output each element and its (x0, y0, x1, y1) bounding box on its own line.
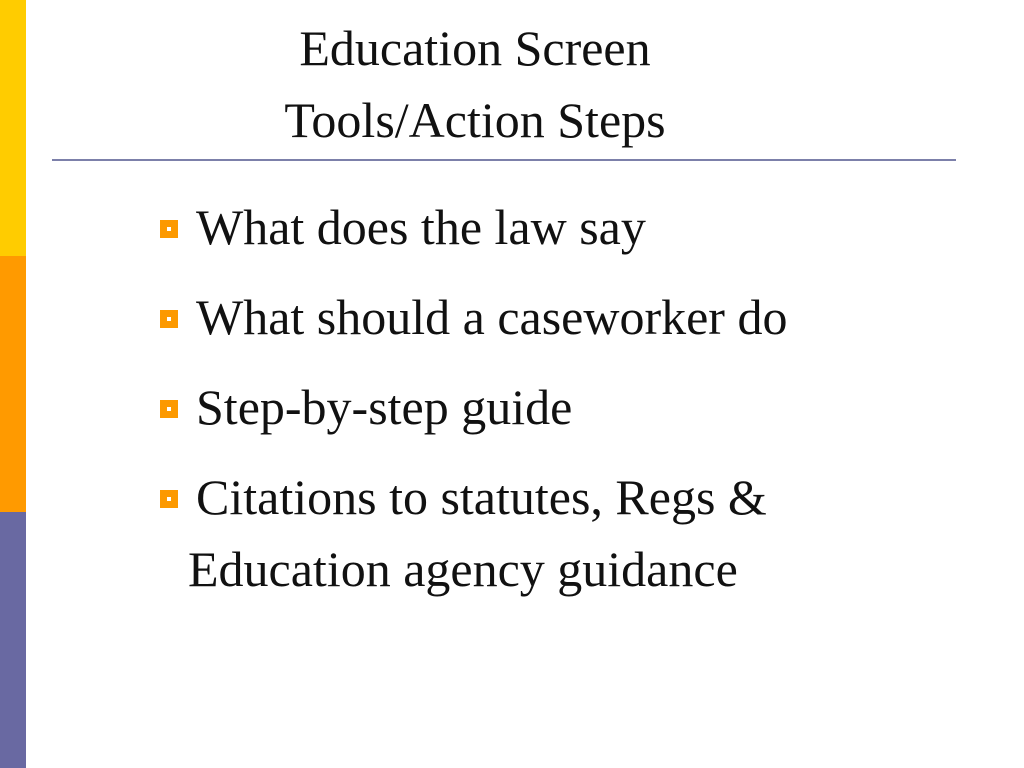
square-bullet-icon (160, 220, 178, 238)
bullet-text: What should a caseworker do (196, 289, 788, 345)
title-line-1: Education Screen (299, 20, 651, 76)
side-accent-bar-top (0, 0, 26, 256)
square-bullet-icon (160, 310, 178, 328)
side-accent-bar-bottom (0, 512, 26, 768)
bullet-item (160, 280, 1000, 370)
bullet-item (160, 370, 1000, 460)
slide-title (180, 12, 770, 156)
bullet-list (160, 190, 1000, 604)
side-accent-bar-middle (0, 256, 26, 512)
bullet-text-continuation: Education agency guidance (188, 541, 738, 597)
square-bullet-icon (160, 400, 178, 418)
bullet-item (160, 460, 1000, 604)
bullet-text: Citations to statutes, Regs & (196, 469, 767, 525)
bullet-item (160, 190, 1000, 280)
square-bullet-icon (160, 490, 178, 508)
bullet-text: What does the law say (196, 199, 646, 255)
bullet-text: Step-by-step guide (196, 379, 573, 435)
title-line-2: Tools/Action Steps (284, 92, 666, 148)
title-divider (52, 159, 956, 161)
